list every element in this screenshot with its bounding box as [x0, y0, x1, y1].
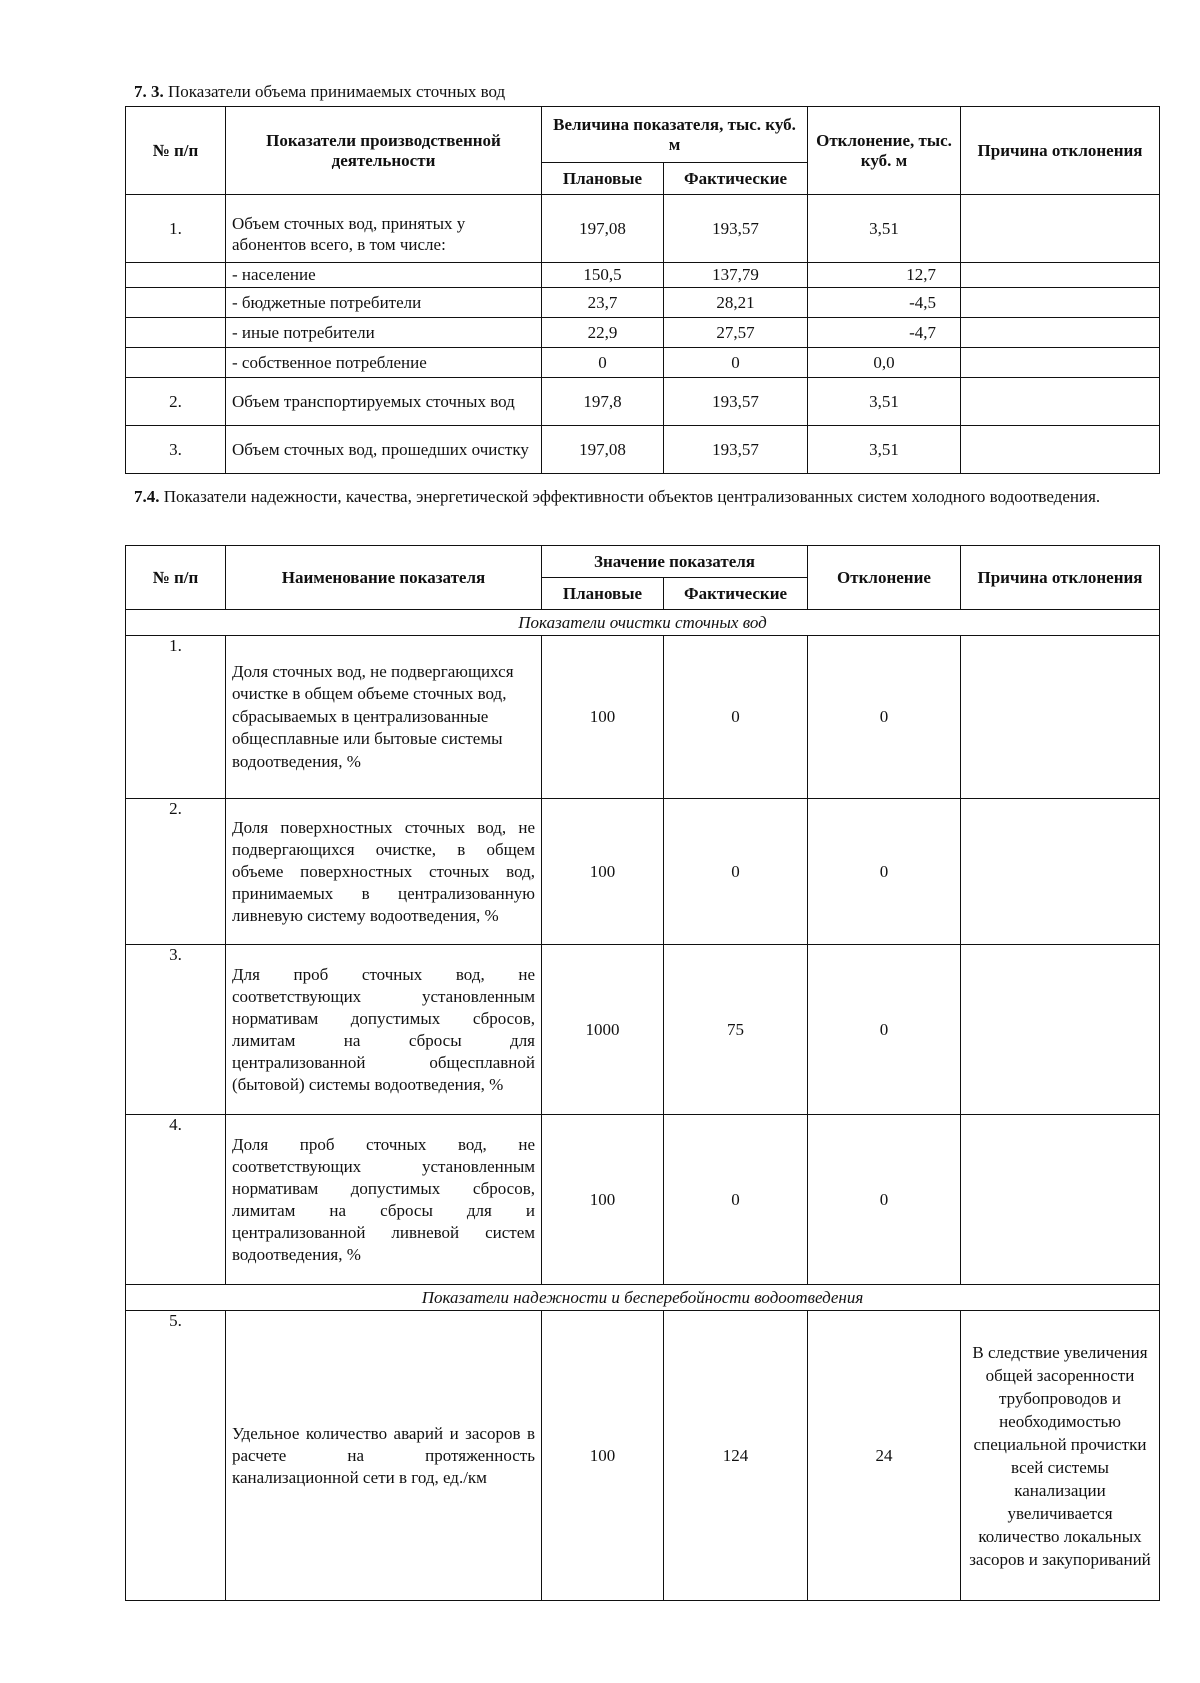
row-planned: 100: [542, 636, 664, 799]
row-num: 2.: [126, 799, 226, 945]
row-actual: 28,21: [664, 288, 808, 318]
row-num: 3.: [126, 945, 226, 1115]
row-planned: 197,08: [542, 426, 664, 474]
row-reason: [961, 378, 1160, 426]
row-reason: [961, 348, 1160, 378]
row-actual: 0: [664, 636, 808, 799]
row-name: Для проб сточных вод, не соответствующих установленным нормативам допустимых сбросов, лимитам на сбросы для централизованной общесплавной (бытовой) системы водоотведения, %: [226, 945, 542, 1115]
row-num: 1.: [126, 636, 226, 799]
row-reason: В следствие увеличения общей засоренности трубопроводов и необходимостью специальной прочистки всей системы канализации увеличивается количество локальных засоров и закупориваний: [961, 1311, 1160, 1601]
row-reason: [961, 636, 1160, 799]
row-deviation: 12,7: [808, 263, 961, 288]
section-73-number: 7. 3.: [134, 82, 164, 101]
table-row: [126, 1311, 1160, 1601]
section-73-title-text: Показатели объема принимаемых сточных вод: [168, 82, 506, 101]
row-planned: 23,7: [542, 288, 664, 318]
row-name: Удельное количество аварий и засоров в расчете на протяженность канализационной сети в год, ед./км: [226, 1311, 542, 1601]
row-num: 3.: [126, 426, 226, 474]
row-deviation: 0,0: [808, 348, 961, 378]
row-deviation: -4,5: [808, 288, 961, 318]
row-actual: 193,57: [664, 195, 808, 263]
row-num: [126, 348, 226, 378]
row-name: Доля сточных вод, не подвергающихся очистке в общем объеме сточных вод, сбрасываемых в централизованные общесплавные или бытовые системы водоотведения, %: [226, 636, 542, 799]
table-row: [126, 195, 1160, 263]
header-num: № п/п: [126, 107, 226, 195]
row-deviation: 3,51: [808, 378, 961, 426]
row-actual: 27,57: [664, 318, 808, 348]
row-reason: [961, 263, 1160, 288]
row-actual: 124: [664, 1311, 808, 1601]
row-planned: 150,5: [542, 263, 664, 288]
row-actual: 0: [664, 348, 808, 378]
volume-table: [125, 106, 1160, 474]
row-actual: 0: [664, 1115, 808, 1285]
header-reason: Причина отклонения: [961, 107, 1160, 195]
row-planned: 0: [542, 348, 664, 378]
section-74-title-text: Показатели надежности, качества, энергетической эффективности объектов централизованных систем холодного водоотведения.: [163, 487, 1101, 506]
row-reason: [961, 1115, 1160, 1285]
group-heading-cleaning: Показатели очистки сточных вод: [126, 610, 1160, 636]
section-73-title: [134, 82, 505, 102]
row-deviation: 0: [808, 945, 961, 1115]
row-actual: 0: [664, 799, 808, 945]
row-num: [126, 263, 226, 288]
row-reason: [961, 288, 1160, 318]
header-value: Значение показателя: [542, 546, 808, 578]
row-planned: 22,9: [542, 318, 664, 348]
row-name: Объем сточных вод, принятых у абонентов всего, в том числе:: [226, 195, 542, 263]
row-planned: 1000: [542, 945, 664, 1115]
header-num: № п/п: [126, 546, 226, 610]
section-74-title: [134, 485, 1164, 508]
header-deviation: Отклонение: [808, 546, 961, 610]
header-actual: Фактические: [664, 163, 808, 195]
table-row: [126, 945, 1160, 1115]
table-row: [126, 799, 1160, 945]
table-row: [126, 378, 1160, 426]
row-actual: 75: [664, 945, 808, 1115]
row-planned: 100: [542, 799, 664, 945]
row-num: [126, 288, 226, 318]
row-name: - бюджетные потребители: [226, 288, 542, 318]
section-74-number: 7.4.: [134, 487, 160, 506]
row-name: Объем сточных вод, прошедших очистку: [226, 426, 542, 474]
row-actual: 193,57: [664, 426, 808, 474]
row-num: 4.: [126, 1115, 226, 1285]
header-deviation: Отклонение, тыс. куб. м: [808, 107, 961, 195]
row-deviation: -4,7: [808, 318, 961, 348]
row-deviation: 0: [808, 799, 961, 945]
row-num: 5.: [126, 1311, 226, 1601]
row-deviation: 3,51: [808, 426, 961, 474]
row-num: 2.: [126, 378, 226, 426]
table-row: [126, 636, 1160, 799]
row-planned: 197,8: [542, 378, 664, 426]
row-deviation: 0: [808, 1115, 961, 1285]
row-deviation: 3,51: [808, 195, 961, 263]
row-planned: 100: [542, 1115, 664, 1285]
row-num: 1.: [126, 195, 226, 263]
row-reason: [961, 195, 1160, 263]
header-planned: Плановые: [542, 578, 664, 610]
header-planned: Плановые: [542, 163, 664, 195]
table-row: [126, 348, 1160, 378]
header-reason: Причина отклонения: [961, 546, 1160, 610]
quality-table: [125, 545, 1160, 1601]
row-name: - иные потребители: [226, 318, 542, 348]
row-actual: 193,57: [664, 378, 808, 426]
header-value: Величина показателя, тыс. куб. м: [542, 107, 808, 163]
table-row: [126, 263, 1160, 288]
row-reason: [961, 945, 1160, 1115]
row-reason: [961, 426, 1160, 474]
row-planned: 100: [542, 1311, 664, 1601]
group-heading-reliability: Показатели надежности и бесперебойности водоотведения: [126, 1285, 1160, 1311]
row-name: - население: [226, 263, 542, 288]
row-deviation: 0: [808, 636, 961, 799]
table-row: [126, 1115, 1160, 1285]
header-indicator: Наименование показателя: [226, 546, 542, 610]
row-deviation: 24: [808, 1311, 961, 1601]
row-planned: 197,08: [542, 195, 664, 263]
row-name: Доля поверхностных сточных вод, не подвергающихся очистке, в общем объеме поверхностных сточных вод, принимаемых в централизованную ливневую систему водоотведения, %: [226, 799, 542, 945]
row-actual: 137,79: [664, 263, 808, 288]
header-indicator: Показатели производственной деятельности: [226, 107, 542, 195]
header-actual: Фактические: [664, 578, 808, 610]
row-num: [126, 318, 226, 348]
row-name: Доля проб сточных вод, не соответствующих установленным нормативам допустимых сбросов, лимитам на сбросы для и централизованной ливневой систем водоотведения, %: [226, 1115, 542, 1285]
table-row: [126, 318, 1160, 348]
table-row: [126, 288, 1160, 318]
row-name: - собственное потребление: [226, 348, 542, 378]
row-name: Объем транспортируемых сточных вод: [226, 378, 542, 426]
row-reason: [961, 799, 1160, 945]
table-row: [126, 426, 1160, 474]
row-reason: [961, 318, 1160, 348]
